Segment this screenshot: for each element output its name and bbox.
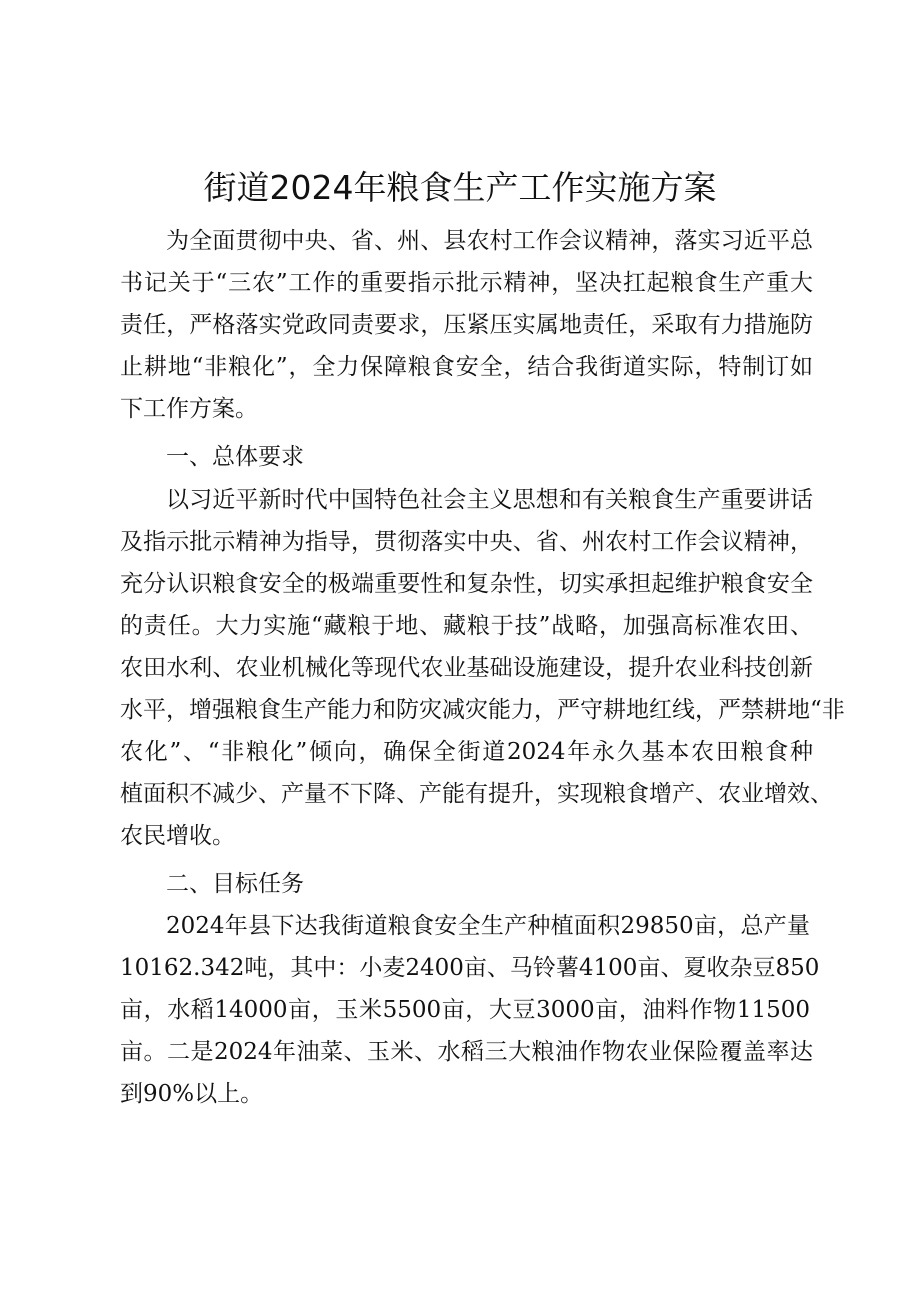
section-2-line-3: 亩，水稻14000亩，玉米5500亩，大豆3000亩，油料作物11500 (120, 997, 810, 1023)
section-1-line-8: 植面积不减少、产量不下降、产能有提升，实现粮食增产、农业增效、 (120, 781, 833, 807)
section-1-line-4: 的责任。大力实施“藏粮于地、藏粮于技”战略，加强高标准农田、 (120, 613, 813, 639)
section-heading-general-requirements: 一、总体要求 (166, 444, 304, 470)
intro-line-3: 责任，严格落实党政同责要求，压紧压实属地责任，采取有力措施防 (120, 312, 813, 338)
intro-line-5: 下工作方案。 (120, 396, 258, 422)
intro-line-2: 书记关于“三农”工作的重要指示批示精神，坚决扛起粮食生产重大 (120, 270, 813, 296)
section-1-line-2: 及指示批示精神为指导，贯彻落实中央、省、州农村工作会议精神， (120, 529, 813, 555)
document-title: 街道2024年粮食生产工作实施方案 (203, 168, 717, 207)
section-2-line-4: 亩。二是2024年油菜、玉米、水稻三大粮油作物农业保险覆盖率达 (120, 1039, 813, 1065)
section-2-line-5: 到90%以上。 (120, 1081, 264, 1107)
intro-line-1: 为全面贯彻中央、省、州、县农村工作会议精神，落实习近平总 (166, 228, 813, 254)
section-1-line-9: 农民增收。 (120, 823, 235, 849)
section-heading-targets: 二、目标任务 (166, 871, 304, 897)
section-1-line-7: 农化”、“非粮化”倾向，确保全街道2024年永久基本农田粮食种 (120, 739, 813, 765)
section-1-line-3: 充分认识粮食安全的极端重要性和复杂性，切实承担起维护粮食安全 (120, 571, 813, 597)
section-2-line-1: 2024年县下达我街道粮食安全生产种植面积29850亩，总产量 (166, 913, 810, 939)
section-1-line-6: 水平，增强粮食生产能力和防灾减灾能力，严守耕地红线，严禁耕地“非 (120, 697, 845, 723)
section-2-line-2: 10162.342吨，其中：小麦2400亩、马铃薯4100亩、夏收杂豆850 (120, 955, 820, 981)
section-1-line-5: 农田水利、农业机械化等现代农业基础设施建设，提升农业科技创新 (120, 655, 813, 681)
section-1-line-1: 以习近平新时代中国特色社会主义思想和有关粮食生产重要讲话 (166, 487, 813, 513)
intro-line-4: 止耕地“非粮化”，全力保障粮食安全，结合我街道实际，特制订如 (120, 354, 813, 380)
